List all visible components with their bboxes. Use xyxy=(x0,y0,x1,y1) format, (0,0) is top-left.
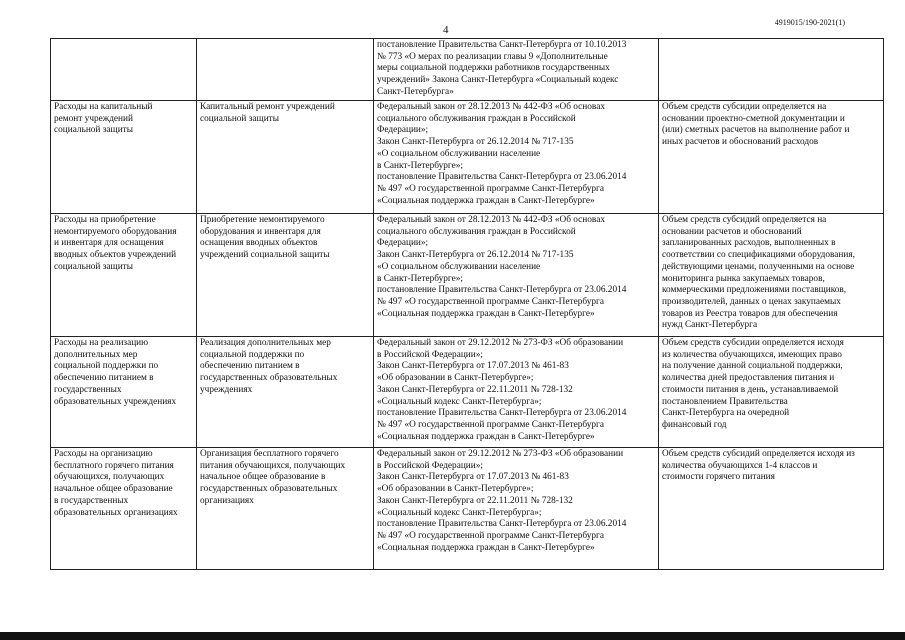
table-row xyxy=(51,337,884,448)
legal-basis-cell: Федеральный закон от 29.12.2012 № 273-ФЗ «Об образовании в Российской Федерации»; Закон Санкт-Петербурга от 17.07.2013 № 461-83 «Об образовании в Санкт-Петербурге»; Закон Санкт-Петербурга от 22.11.2011 № 728-132 «Социальный кодекс Санкт-Петербурга»; постановление Правительства Санкт-Петербурга от 23.06.2014 № 497 «О государственной программе Санкт-Петербурга «Социальная поддержка граждан в Санкт-Петербурге» xyxy=(374,337,659,448)
table-row xyxy=(51,448,884,570)
purpose-cell: Капитальный ремонт учреждений социальной защиты xyxy=(197,101,374,214)
expense-cell: Расходы на организацию бесплатного горячего питания обучающихся, получающих начальное общее образование в государственных образовательных организациях xyxy=(51,448,197,570)
table-row xyxy=(51,214,884,337)
legal-basis-cell: Федеральный закон от 28.12.2013 № 442-ФЗ «Об основах социального обслуживания граждан в Российской Федерации»; Закон Санкт-Петербурга от 26.12.2014 № 717-135 «О социальном обслуживании население в Санкт-Петербурге»; постановление Правительства Санкт-Петербурга от 23.06.2014 № 497 «О государственной программе Санкт-Петербурга «Социальная поддержка граждан в Санкт-Петербурге» xyxy=(374,101,659,214)
table-row xyxy=(51,101,884,214)
calculation-cell: Объем средств субсидий определяется на основании расчетов и обоснований запланированных расходов, выполненных в соответствии со спецификациями оборудования, действующими ценами, полученными на основе мониторинга рынка закупаемых товаров, коммерческими предложениями поставщиков, производителей, данных о ценах закупаемых товаров из Реестра товаров для обеспечения нужд Санкт-Петербурга xyxy=(659,214,884,337)
expense-cell xyxy=(51,39,197,101)
subsidy-table xyxy=(50,38,884,570)
scan-edge-bar xyxy=(0,632,905,640)
expense-cell: Расходы на реализацию дополнительных мер социальной поддержки по обеспечению питанием в государственных образовательных учреждениях xyxy=(51,337,197,448)
calculation-cell: Объем средств субсидии определяется на основании проектно-сметной документации и (или) сметных расчетов на выполнение работ и иных расчетов и обоснований расходов xyxy=(659,101,884,214)
expense-cell: Расходы на капитальный ремонт учреждений социальной защиты xyxy=(51,101,197,214)
purpose-cell: Организация бесплатного горячего питания обучающихся, получающих начальное общее образование в государственных образовательных организациях xyxy=(197,448,374,570)
page-number: 4 xyxy=(443,24,449,36)
purpose-cell: Реализация дополнительных мер социальной поддержки по обеспечению питанием в государственных образовательных учреждениях xyxy=(197,337,374,448)
legal-basis-cell: постановление Правительства Санкт-Петербурга от 10.10.2013 № 773 «О мерах по реализации главы 9 «Дополнительные меры социальной поддержки работников государственных учреждений» Закона Санкт-Петербурга «Социальный кодекс Санкт-Петербурга» xyxy=(374,39,659,101)
document-id: 4919015/190-2021(1) xyxy=(774,18,845,27)
calculation-cell: Объем средств субсидии определяется исходя из количества обучающихся, имеющих право на получение данной социальной поддержки, количества дней предоставления питания и стоимости питания в день, устанавливаемой постановлением Правительства Санкт-Петербурга на очередной финансовый год xyxy=(659,337,884,448)
purpose-cell: Приобретение немонтируемого оборудования и инвентаря для оснащения вводных объектов учреждений социальной защиты xyxy=(197,214,374,337)
expense-cell: Расходы на приобретение немонтируемого оборудования и инвентаря для оснащения вводных объектов учреждений социальной защиты xyxy=(51,214,197,337)
purpose-cell xyxy=(197,39,374,101)
table-row xyxy=(51,39,884,101)
calculation-cell: Объем средств субсидий определяется исходя из количества обучающихся 1-4 классов и стоимости горячего питания xyxy=(659,448,884,570)
legal-basis-cell: Федеральный закон от 29.12.2012 № 273-ФЗ «Об образовании в Российской Федерации»; Закон Санкт-Петербурга от 17.07.2013 № 461-83 «Об образовании в Санкт-Петербурге»; Закон Санкт-Петербурга от 22.11.2011 № 728-132 «Социальный кодекс Санкт-Петербурга»; постановление Правительства Санкт-Петербурга от 23.06.2014 № 497 «О государственной программе Санкт-Петербурга «Социальная поддержка граждан в Санкт-Петербурге» xyxy=(374,448,659,570)
legal-basis-cell: Федеральный закон от 28.12.2013 № 442-ФЗ «Об основах социального обслуживания граждан в Российской Федерации»; Закон Санкт-Петербурга от 26.12.2014 № 717-135 «О социальном обслуживании население в Санкт-Петербурге»; постановление Правительства Санкт-Петербурга от 23.06.2014 № 497 «О государственной программе Санкт-Петербурга «Социальная поддержка граждан в Санкт-Петербурге» xyxy=(374,214,659,337)
calculation-cell xyxy=(659,39,884,101)
